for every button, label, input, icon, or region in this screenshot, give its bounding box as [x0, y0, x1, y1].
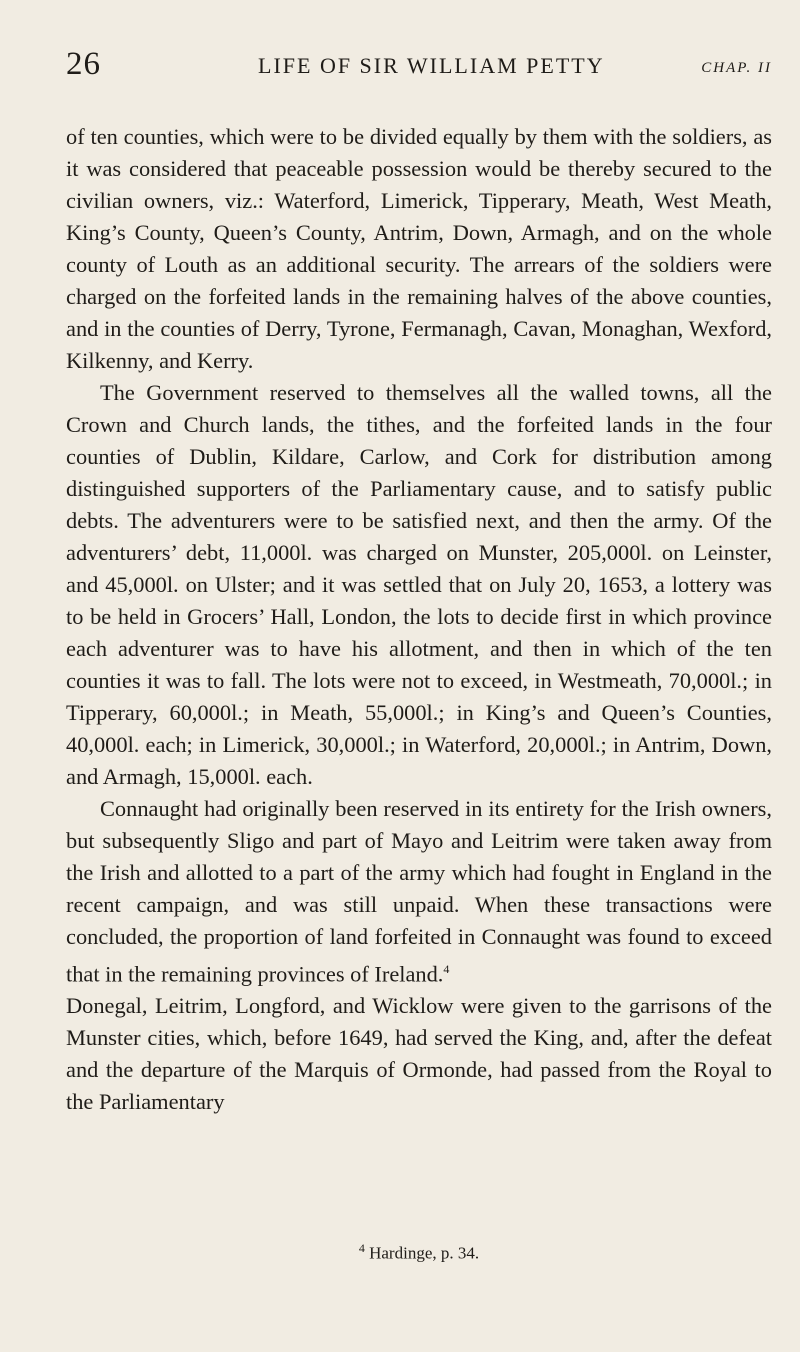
running-title: LIFE OF SIR WILLIAM PETTY	[258, 53, 605, 78]
paragraph	[66, 793, 772, 990]
footnote	[66, 1236, 772, 1266]
footnote-text: Hardinge, p. 34.	[369, 1243, 480, 1263]
page-number: 26	[66, 46, 101, 82]
paragraph: The Government reserved to themselves all the walled towns, all the Crown and Church lands, the tithes, and the forfeited lands in the four counties of Dublin, Kildare, Carlow, and Cork for distribution among distinguished supporters of the Parliamentary cause, and to satisfy public debts. The adventurers were to be satisfied next, and then the army. Of the adventurers’ debt, 11,000l. was charged on Munster, 205,000l. on Leinster, and 45,000l. on Ulster; and it was settled that on July 20, 1653, a lottery was to be held in Grocers’ Hall, London, the lots to decide first in which province each adventurer was to have his allotment, and then in which of the ten counties it was to fall. The lots were not to exceed, in Westmeath, 70,000l.; in Tipperary, 60,000l.; in Meath, 55,000l.; in King’s and Queen’s Counties, 40,000l. each; in Limerick, 30,000l.; in Waterford, 20,000l.; in Antrim, Down, and Armagh, 15,000l. each.	[66, 380, 772, 789]
footnote-marker: 4	[358, 1241, 365, 1255]
paragraph: of ten counties, which were to be divided equally by them with the soldiers, as it was considered that peaceable possession would be thereby secured to the civilian owners, viz.: Waterford, Limerick, Tipperary, Meath, West Meath, King’s County, Queen’s County, Antrim, Down, Armagh, and on the whole county of Louth as an additional security. The arrears of the soldiers were charged on the forfeited lands in the remaining halves of the above counties, and in the counties of Derry, Tyrone, Fermanagh, Cavan, Monaghan, Wexford, Kilkenny, and Kerry.	[66, 124, 772, 373]
paragraph: Donegal, Leitrim, Longford, and Wicklow were given to the garrisons of the Munster cities, which, before 1649, had served the King, and, after the defeat and the departure of the Marquis of Ormonde, had passed from the Royal to the Parliamentary	[66, 993, 772, 1115]
chapter-label: CHAP. II	[701, 60, 772, 76]
page-header	[66, 44, 772, 84]
body-text	[66, 121, 772, 1118]
paragraph-text: Connaught had originally been reserved in its entirety for the Irish owners, but subsequently Sligo and part of Mayo and Leitrim were taken away from the Irish and allotted to a part of the army which had fought in England in the recent campaign, and was still unpaid. When these transactions were concluded, the proportion of land forfeited in Connaught was found to exceed that in the remaining provinces of Ireland.	[66, 796, 772, 987]
footnote-reference: 4	[443, 962, 450, 976]
